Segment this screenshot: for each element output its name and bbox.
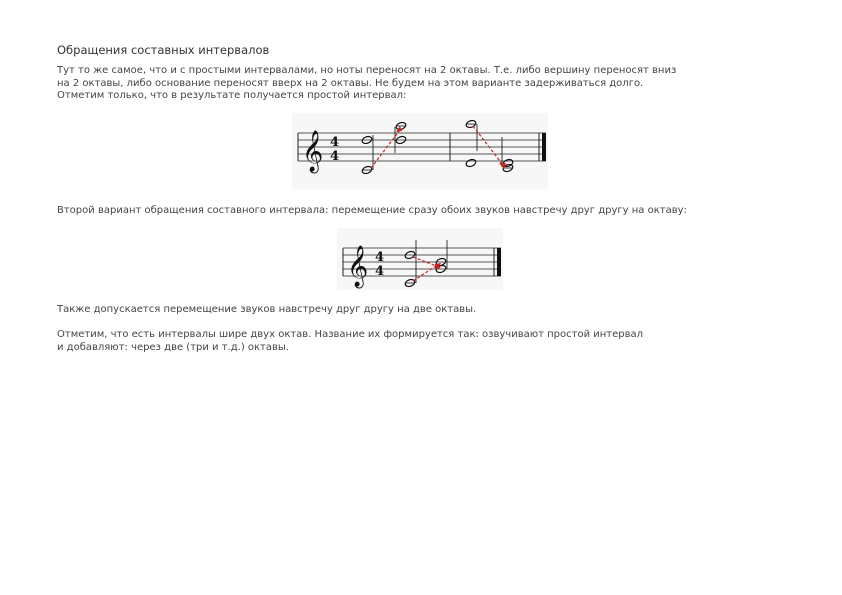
paragraph-line: на 2 октавы, либо основание переносят вверх на 2 октавы. Не будем на этом варианте задерживаться долго. <box>57 77 644 89</box>
paragraph-line: Второй вариант обращения составного интервала: перемещение сразу обоих звуков навстречу друг другу на октаву: <box>57 205 687 216</box>
music-score-example-1 <box>292 113 548 189</box>
paragraph-line: Отметим только, что в результате получается простой интервал: <box>57 90 407 101</box>
music-score-example-2 <box>337 228 503 290</box>
time-signature-bottom: 4 <box>375 264 385 279</box>
treble-clef-icon: 𝄞 <box>347 246 369 287</box>
paragraph-line: Тут то же самое, что и с простыми интервалами, но ноты переносят на 2 октавы. Т.е. либо вершину переносят вниз <box>57 65 677 76</box>
page-title: Обращения составных интервалов <box>57 43 270 57</box>
final-barline-thick <box>497 248 501 276</box>
treble-clef-icon: 𝄞 <box>302 131 324 172</box>
paragraph-two-octaves-toward <box>57 304 476 317</box>
paragraph-inversion-two-octaves <box>57 65 676 103</box>
time-signature-bottom: 4 <box>330 149 340 164</box>
paragraph-line: и добавляют: через две (три и т.д.) октавы. <box>57 341 289 353</box>
paragraph-line: Также допускается перемещение звуков навстречу друг другу на две октавы. <box>57 304 477 315</box>
paragraph-line: Отметим, что есть интервалы шире двух октав. Название их формируется так: озвучивают простой интервал <box>57 329 644 340</box>
time-signature-top: 4 <box>375 250 385 265</box>
final-barline-thick <box>542 133 546 161</box>
time-signature-top: 4 <box>330 135 340 150</box>
paragraph-inversion-both-notes <box>57 205 687 218</box>
paragraph-wide-intervals <box>57 329 643 354</box>
